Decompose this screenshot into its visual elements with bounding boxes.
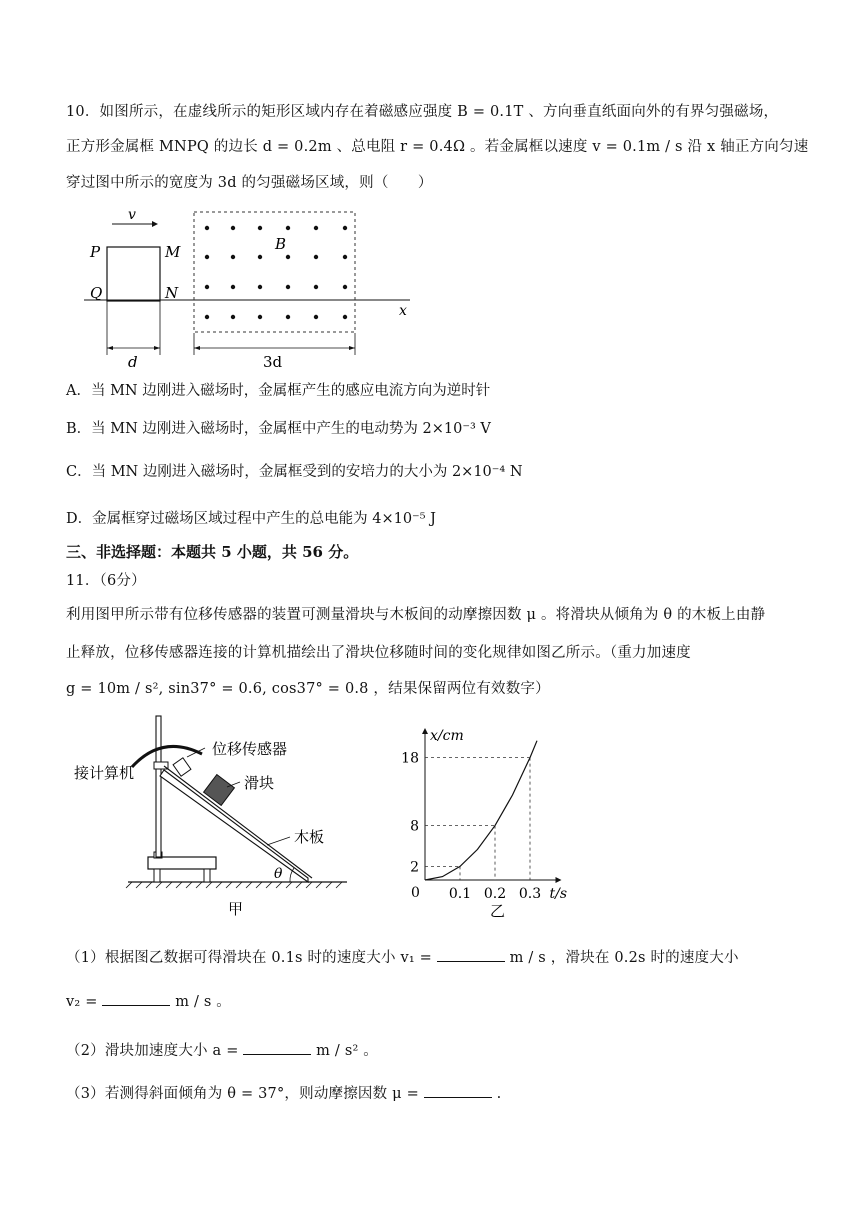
sub2-text-b: m / s² 。: [316, 1043, 378, 1059]
sub1-text-d: m / s 。: [175, 994, 232, 1010]
x-axis-label: t/s: [549, 886, 568, 902]
q11-header: 11．（6分）: [66, 573, 146, 589]
label-computer: 接计算机: [74, 764, 135, 782]
fig-jia-apparatus: [72, 712, 362, 922]
sub2-line: [66, 1039, 378, 1060]
y-tick-label-2: 18: [401, 750, 419, 767]
sub1-line-2: [66, 990, 231, 1011]
caption-yi: 乙: [490, 902, 506, 920]
label-d: d: [128, 353, 138, 370]
option-c: C．当 MN 边刚进入磁场时，金属框受到的安培力的大小为 2×10⁻⁴ N: [66, 464, 523, 480]
sub1-text-c: v₂ =: [66, 994, 98, 1010]
sub1-text-b: m / s ，滑块在 0.2s 时的速度大小: [509, 950, 739, 966]
q10-magnetic-field-figure: [70, 205, 430, 370]
y-tick-label-0: 2: [410, 859, 419, 876]
label-3d: 3d: [263, 353, 283, 370]
metal-frame: [107, 247, 160, 301]
q11-line-3: g = 10m / s², sin37° = 0.6, cos37° = 0.8 ，结果保留两位有效数字）: [66, 681, 550, 697]
label-block: 滑块: [244, 774, 275, 792]
x-tick-label-2: 0.3: [518, 886, 542, 902]
q11-line-2: 止释放，位移传感器连接的计算机描绘出了滑块位移随时间的变化规律如图乙所示。（重力加速度: [66, 645, 691, 661]
answer-blank-v2[interactable]: [102, 991, 170, 1006]
field-region: [194, 212, 355, 332]
label-board: 木板: [294, 828, 325, 846]
label-theta: θ: [274, 866, 283, 882]
sub3-line: [66, 1082, 501, 1103]
option-a: A．当 MN 边刚进入磁场时，金属框产生的感应电流方向为逆时针: [66, 383, 491, 399]
x-tick-label-0: 0.1: [448, 886, 472, 902]
q11-line-1: 利用图甲所示带有位移传感器的装置可测量滑块与木板间的动摩擦因数 μ 。将滑块从倾角为 θ 的木板上由静: [66, 607, 766, 623]
label-M: M: [165, 243, 181, 261]
section-3-heading: 三、非选择题：本题共 5 小题，共 56 分。: [66, 543, 359, 561]
label-x: x: [399, 303, 407, 319]
q10-line-2: 正方形金属框 MNPQ 的边长 d = 0.2m 、总电阻 r = 0.4Ω 。若金属框以速度 v = 0.1m / s 沿 x 轴正方向匀速: [66, 139, 809, 155]
answer-blank-a[interactable]: [243, 1040, 311, 1055]
label-sensor: 位移传感器: [212, 740, 288, 758]
sub3-text-a: （3）若测得斜面倾角为 θ = 37°，则动摩擦因数 μ =: [66, 1086, 419, 1102]
label-P: P: [90, 243, 101, 261]
origin-label: 0: [411, 885, 420, 901]
y-tick-label-1: 8: [410, 818, 419, 835]
sub3-text-b: .: [496, 1086, 502, 1102]
q10-line-1: 10．如图所示，在虚线所示的矩形区域内存在着磁感应强度 B = 0.1T 、方向垂直纸面向外的有界匀强磁场，: [66, 104, 779, 120]
q10-line-3: 穿过图中所示的宽度为 3d 的匀强磁场区域，则（ ）: [66, 175, 433, 191]
y-axis-label: x/cm: [430, 728, 464, 744]
sub1-text-a: （1）根据图乙数据可得滑块在 0.1s 时的速度大小 v₁ =: [66, 950, 433, 966]
x-axis-arrow: [556, 877, 562, 883]
fig-yi-xt-chart: [395, 712, 595, 922]
label-Q: Q: [90, 284, 103, 302]
answer-blank-mu[interactable]: [424, 1083, 492, 1098]
y-axis-arrow: [422, 728, 428, 734]
sub1-line-1: [66, 946, 739, 967]
sub2-text-a: （2）滑块加速度大小 a =: [66, 1043, 239, 1059]
caption-jia: 甲: [228, 900, 244, 918]
option-b: B．当 MN 边刚进入磁场时，金属框中产生的电动势为 2×10⁻³ V: [66, 421, 491, 437]
option-d: D．金属框穿过磁场区域过程中产生的总电能为 4×10⁻⁵ J: [66, 511, 436, 527]
label-B: B: [275, 235, 287, 253]
x-tick-label-1: 0.2: [483, 886, 507, 902]
label-v: v: [128, 207, 136, 223]
label-N: N: [165, 284, 179, 302]
answer-blank-v1[interactable]: [437, 947, 505, 962]
xt-curve: [425, 741, 537, 880]
